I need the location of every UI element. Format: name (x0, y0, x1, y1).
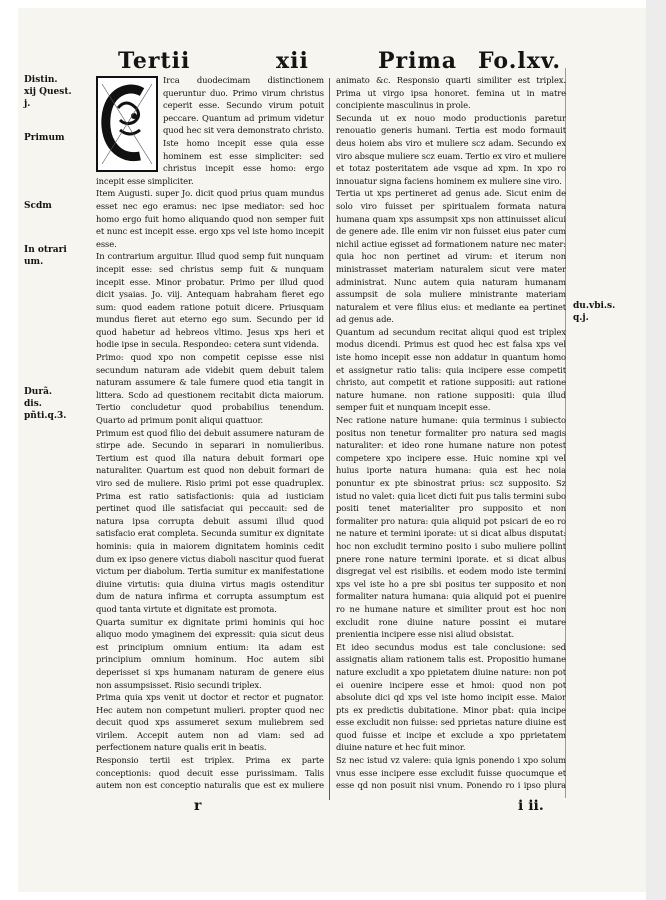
margin-note-distinctio: Distin. xij Quest. j. (24, 75, 72, 109)
text-paragraph: animato &c. Responsio quarti similiter est triplex. Prima ut virgo ipsa honoret. femina ut in matre concipiente masculinus in prole. (336, 75, 566, 111)
right-text-column (336, 74, 566, 794)
text-paragraph: In contrarium arguitur. Illud quod semp fuit nunquam incepit esse: sed christus semp fuit & nunquam incepit esse. Minor probatur. Primo per illud quod dicit ysaias. Jo. viij. Antequam habraham fieret ego sum: quod eadem ratione potuit dicere. Priusquam mundus fieret aut eterno ego sum. Secundo per id quod habetur ad hebreos vltimo. Jesus xps heri et hodie ipse in secula. Respondeo: cetera sunt videnda. (96, 251, 324, 350)
signature-mark-left: r (194, 798, 202, 814)
margin-note-dura-distinctio: Durã. dis. pñti.q.3. (24, 387, 67, 421)
column-divider (329, 78, 330, 800)
book-page (18, 8, 648, 892)
text-paragraph: Primum est quod filio dei debuit assumere naturam de stirpe ade. Secundo in separari in nomulieribus. Tertium est quod illa natura debuit formari ope naturaliter. Quartum est quod non debuit formari de viro sed de muliere. Risio primi pot esse quadruplex. Prima est ratio satisfactionis: quia ad iusticiam pertinet quod ille satisfaciat qui peccauit: sed de natura ipsa corrupta debuit assumi illud quod satisfacio erat completa. Secunda sumitur ex dignitate hominis: quia in maiorem dignitatem hominis cedit dum ex ipso genere victus diaboli nascitur quod fuerat victum per diabolum. Tertia sumitur ex manifestatione diuine virtutis: quia diuina virtus magis ostenditur dum de natura infirma et corrupta assumptum est quod tanta virtute et dignitate est promota. (96, 427, 324, 614)
text-paragraph: Prima quia xps venit ut doctor et rector et pugnator. Hec autem non competunt mulieri. propter quod nec decuit quod xps assumeret sexum muliebrem sed virilem. Accepit autem non ad viam: sed ad perfectionem nature qualis erit in beatis. (96, 692, 324, 753)
text-paragraph: Tertia ut xps pertineret ad genus ade. Sicut enim de solo viro fuisset per spiritualem formata natura humana quam xps assumpsit xps non attinuisset alicui de genere ade. Ille enim vir non fuisset eius pater cum nichil actiue egisset ad formationem nature nec mater: quia hoc non pertinet ad virum: et iterum non ministrasset materiam naturalem sicut vere mater administrat. Nunc autem quia naturam humanam assumpsit de sola muliere ministrante materiam naturalem et vere filius eius: et mediante ea pertinet ad genus ade. (336, 188, 566, 325)
running-head-right: Prima (378, 48, 458, 74)
margin-note-right: du.vbi.s. q.j. (573, 301, 616, 323)
left-text-column (96, 74, 324, 794)
text-paragraph: Sz nec istud vz valere: quia ignis ponendo i xpo solum vnus esse incipere esse excludit fuisse quocumque et esse qd non posuit nisi vnum. Ponendo ro i ipso plura (336, 755, 566, 791)
decorated-initial-c-icon (98, 78, 156, 170)
margin-note-in-contrarium: In otrari um. (24, 245, 67, 267)
running-head-numeral: xii (276, 48, 309, 74)
running-head-left: Tertii (118, 48, 191, 74)
text-paragraph: Nec ratione nature humane: quia terminus i subiecto positus non tenetur formaliter pro natura sed magis naturaliter: et ideo rone humane nature non potest competere xpo incipere esse. Huic nomine xpi vel huius iporte natura humana: quia est hec noia ponuntur ex pte sbinostrat prius: scz supposito. Sz istud no valet: quia licet dicti fuit pus talis termini subo positi tenet materialiter pro supposito et non formaliter pro natura: quia aliquid pot psicari de eo ro ne nature et termini iporate: ut si dicat albus disputat: hoc non excludit termino posito i subo muliere pollint pnere rone nature termini iporate. et si dicat albus disgregat vel est risibilis. et eodem modo iste termini xps vel iste ho a pre sbi positus ter supposito et non formaliter natura humana: quia aliquid pot ei puenire ro ne humane nature et similiter prout est hoc non excludit rone diuine nature possint ei mutare prenientia incipere esse nisi aliud obsistat. (336, 415, 566, 640)
text-paragraph: Item Augusti. super Jo. dicit quod prius quam mundus esset nec ego eramus: nec ipse mediator: sed hoc homo ergo fuit homo aliquando quod non semper fuit et nunc est incepit esse. ergo xps vel iste homo incepit esse. (96, 188, 324, 249)
margin-note-primum: Primum (24, 133, 65, 143)
decorated-initial-c (96, 76, 158, 172)
text-paragraph: Et ideo secundus modus est tale conclusione: sed assignatis aliam rationem talis est. Propositio humane nature excludit a xpo ppietatem diuine nature: non pot ei ouenire incipere esse et hmoi: quod non pot absolute dici qd xps vel iste homo incipit esse. Maior pts ex predictis dubitatione. Minor pbat: quia incipe esse excludit non fuisse: sed pprietas nature diuine est quod fuisse et incipe et exclude a xpo pprietatem diuine nature et hec fuit minor. (336, 641, 566, 753)
text-paragraph: Quarta sumitur ex dignitate primi hominis qui hoc aliquo modo ymaginem dei expressit: quia sicut deus est principium omnium entium: ita adam est principium omnium hominum. Hoc autem sibi deperisset si xps humanam naturam de genere eius non assumpsisset. Risio secundi triplex. (96, 616, 324, 690)
page-edge (646, 0, 666, 900)
text-paragraph: Secunda ut ex nouo modo productionis paretur renouatio generis humani. Tertia est modo formauit deus hoiem abs viro et muliere scz adam. Secundo ex viro absque muliere scz euam. Tertio ex viro et muliere et totaz posteritatem ade vsque ad xpm. In xpo ro innouatur signa faciens hominem ex muliere sine viro. (336, 112, 566, 186)
signature-mark-right: i ii. (518, 798, 544, 814)
margin-note-secundum: Scdm (24, 201, 52, 211)
text-paragraph: Irca duodecimam distinctionem queruntur duo. Primo virum christus ceperit esse. Secundo virum potuit peccare. Quantum ad primum videtur quod hec sit vera demonstrato christo. Iste homo incepit esse quia esse hominem est esse simpliciter: sed christus incepit esse homo: ergo incepit esse simpliciter. (96, 75, 324, 186)
text-paragraph: Responsio tertii est triplex. Prima ex parte conceptionis: quod decuit esse purissimam. Talis autem non est conceptio naturalis que est ex muliere (96, 755, 324, 791)
text-paragraph: Quantum ad secundum recitat aliqui quod est triplex modus dicendi. Primus est quod hec est falsa xps vel iste homo incepit esse non addatur in quantum homo et assignetur ratio talis: quia incipere esse competit christo, aut competit et ratione suppositi: aut ratione nature humane. non ratione suppositi: quia illud semper fuit et nunquam incepit esse. (336, 326, 566, 413)
text-paragraph: Primo: quod xpo non competit cepisse esse nisi secundum naturam ade videbit quem debuit talem naturam assumere & tale fumere quod etia tangit in littera. Scdo ad questionem recitabit dicta maiorum. Tertio concludetur quod probabilius tenendum. Quarto ad primum ponit aliqui quattuor. (96, 352, 324, 426)
folio-number: Fo.lxv. (478, 48, 562, 74)
